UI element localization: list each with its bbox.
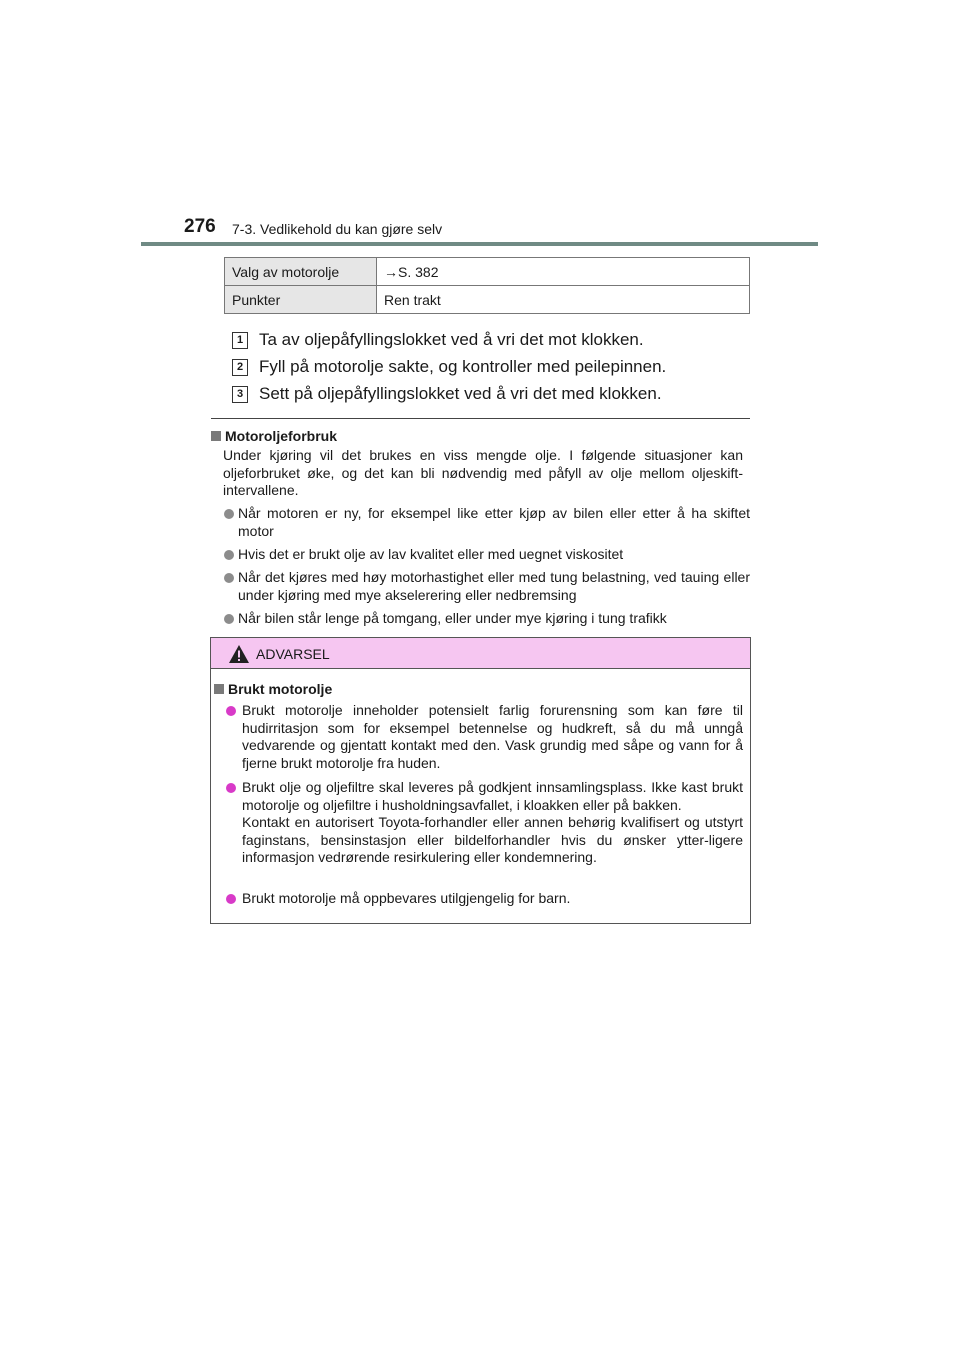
pink-bullet-dot-icon [226,783,236,793]
warning-box [210,637,751,924]
page-number: 276 [184,216,216,237]
warning-bullet-1: Brukt motorolje inneholder potensielt farlig forurensning som kan føre til hudirritasjon som for eksempel betennelse og hudkreft, så du må unngå vedvarende og gjentatt kontakt med den. Vask grundig med såpe og vann for å fjerne brukt motorolje fra huden. [242,702,743,771]
step-number-box: 3 [232,386,248,403]
consumption-bullet-3: Når det kjøres med høy motorhastighet eller med tung belastning, ved tauing eller under kjøring med mye akselerering eller nedbremsing [238,569,750,603]
step-text: Ta av oljepåfyllingslokket ved å vri det mot klokken. [259,330,644,349]
consumption-bullet-1: Når motoren er ny, for eksempel like etter kjøp av bilen eller etter å ha skiftet motor [238,505,750,539]
consumption-intro: Under kjøring vil det brukes en viss mengde olje. I følgende situasjoner kan oljeforbruket øke, og det kan bli nødvendig med påfyll av olje mellom oljeskift-intervallene. [223,447,743,498]
spec-table [224,257,750,314]
consumption-heading-text: Motoroljeforbruk [225,428,337,444]
table-cell-label: Valg av motorolje [225,258,377,286]
table-row [225,258,750,286]
step-3 [232,382,662,406]
step-1 [232,328,644,352]
warning-bullet-2-extra: Kontakt en autorisert Toyota-forhandler eller annen behørig kvalifisert og utstyrt faginstans, bensinstasjon eller bildelforhandler hvis du ønsker ytter-ligere informasjon vedrørende resirkulering eller kondemnering. [242,814,743,865]
step-2 [232,355,666,379]
bullet-dot-icon [224,573,234,583]
square-bullet-icon [211,431,221,441]
table-cell-label: Punkter [225,286,377,314]
warning-bullet-3: Brukt motorolje må oppbevares utilgjengelig for barn. [242,890,571,906]
warning-bullet-2-text: Brukt olje og oljefiltre skal leveres på godkjent innsamlingsplass. Ikke kast brukt motorolje og oljefiltre i husholdningsavfallet, i kloakken eller på bakken. [242,779,743,813]
warning-triangle-icon [228,644,250,664]
header-rule [141,242,818,246]
table-cell-value: Ren trakt [377,286,750,314]
table-cell-value: →S. 382 [377,258,750,286]
step-number-box: 1 [232,332,248,349]
bullet-dot-icon [224,509,234,519]
square-bullet-icon [214,684,224,694]
pink-bullet-dot-icon [226,894,236,904]
pink-bullet-dot-icon [226,706,236,716]
bullet-dot-icon [224,614,234,624]
consumption-bullet-2: Hvis det er brukt olje av lav kvalitet eller med uegnet viskositet [238,546,624,562]
warning-heading [214,681,332,697]
step-text: Fyll på motorolje sakte, og kontroller med peilepinnen. [259,357,667,376]
warning-header [211,638,750,669]
step-text: Sett på oljepåfyllingslokket ved å vri det med klokken. [259,384,662,403]
warning-heading-text: Brukt motorolje [228,681,333,697]
warning-label: ADVARSEL [256,646,330,662]
section-title: 7-3. Vedlikehold du kan gjøre selv [232,221,443,237]
warning-bullet-2 [242,779,743,867]
consumption-bullet-4: Når bilen står lenge på tomgang, eller under mye kjøring i tung trafikk [238,610,667,626]
consumption-heading [211,428,337,444]
section-divider [211,418,750,419]
bullet-dot-icon [224,550,234,560]
step-number-box: 2 [232,359,248,376]
table-row [225,286,750,314]
